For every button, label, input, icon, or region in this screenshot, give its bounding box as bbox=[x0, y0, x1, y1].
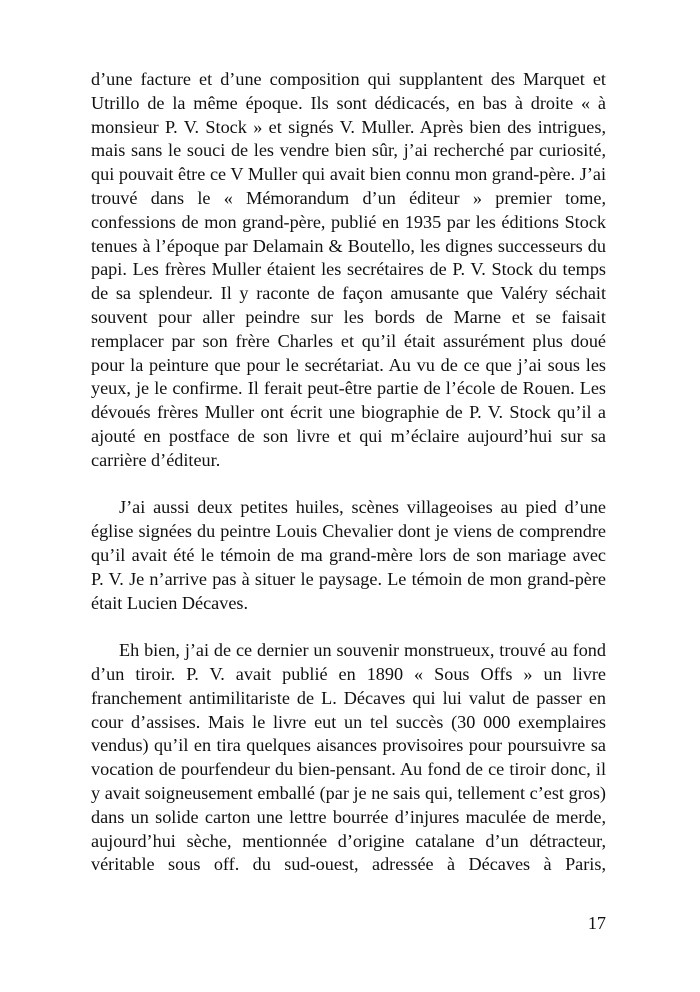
text-line: ajouté en postface de son livre et qui m’éclaire aujourd’hui sur sa bbox=[91, 425, 606, 446]
page-body bbox=[91, 68, 606, 877]
paragraph-3 bbox=[91, 639, 606, 877]
text-line: qu’il avait été le témoin de ma grand-mère lors de son mariage avec bbox=[91, 544, 606, 565]
text-line: Utrillo de la même époque. Ils sont dédicacés, en bas à droite « à bbox=[91, 92, 606, 113]
text-line: qui pouvait être ce V Muller qui avait bien connu mon grand-père. J’ai bbox=[91, 164, 606, 185]
paragraph-spacer bbox=[91, 473, 606, 497]
text-line: aujourd’hui sèche, mentionnée d’origine catalane d’un détracteur, bbox=[91, 830, 606, 851]
text-line: souvent pour aller peindre sur les bords de Marne et se faisait bbox=[91, 306, 606, 327]
paragraph-2 bbox=[91, 496, 606, 615]
text-line: église signées du peintre Louis Chevalier dont je viens de comprendre bbox=[91, 521, 606, 542]
text-line: de sa splendeur. Il y raconte de façon amusante que Valéry séchait bbox=[91, 283, 606, 304]
text-line: remplacer par son frère Charles et qu’il était assurément plus doué bbox=[91, 330, 606, 351]
paragraph-1 bbox=[91, 68, 606, 473]
text-line: y avait soigneusement emballé (par je ne sais qui, tellement c’est gros) bbox=[91, 782, 606, 803]
text-line: vendus) qu’il en tira quelques aisances provisoires pour poursuivre sa bbox=[91, 735, 606, 756]
text-line: véritable sous off. du sud-ouest, adressée à Décaves à Paris, bbox=[91, 854, 606, 875]
text-line: mais sans le souci de les vendre bien sûr, j’ai recherché par curiosité, bbox=[91, 140, 606, 161]
page-number: 17 bbox=[587, 913, 606, 933]
text-line: cour d’assises. Mais le livre eut un tel succès (30 000 exemplaires bbox=[91, 711, 606, 732]
text-line: papi. Les frères Muller étaient les secrétaires de P. V. Stock du temps bbox=[91, 259, 606, 280]
text-line: pour la peinture que pour le secrétariat. Au vu de ce que j’ai sous les bbox=[91, 354, 606, 375]
text-line: yeux, je le confirme. Il ferait peut-être partie de l’école de Rouen. Les bbox=[91, 378, 606, 399]
text-line: tenues à l’époque par Delamain & Boutello, les dignes successeurs du bbox=[91, 235, 606, 256]
text-line: carrière d’éditeur. bbox=[91, 449, 221, 470]
text-line: monsieur P. V. Stock » et signés V. Muller. Après bien des intrigues, bbox=[91, 116, 606, 137]
text-line: d’un tiroir. P. V. avait publié en 1890 « Sous Offs » un livre bbox=[91, 663, 606, 684]
text-line: trouvé dans le « Mémorandum d’un éditeur » premier tome, bbox=[91, 187, 606, 208]
text-line: J’ai aussi deux petites huiles, scènes villageoises au pied d’une bbox=[119, 497, 606, 518]
text-line: franchement antimilitariste de L. Décaves qui lui valut de passer en bbox=[91, 687, 606, 708]
text-line: vocation de pourfendeur du bien-pensant. Au fond de ce tiroir donc, il bbox=[91, 759, 606, 780]
text-line: d’une facture et d’une composition qui supplantent des Marquet et bbox=[91, 69, 606, 89]
paragraph-spacer bbox=[91, 615, 606, 639]
text-line: dans un solide carton une lettre bourrée d’injures maculée de merde, bbox=[91, 806, 606, 827]
text-line: P. V. Je n’arrive pas à situer le paysage. Le témoin de mon grand-père bbox=[91, 568, 606, 589]
text-line: Eh bien, j’ai de ce dernier un souvenir monstrueux, trouvé au fond bbox=[119, 640, 606, 661]
text-line: confessions de mon grand-père, publié en 1935 par les éditions Stock bbox=[91, 211, 606, 232]
text-line: était Lucien Décaves. bbox=[91, 592, 249, 613]
text-line: dévoués frères Muller ont écrit une biographie de P. V. Stock qu’il a bbox=[91, 402, 606, 423]
